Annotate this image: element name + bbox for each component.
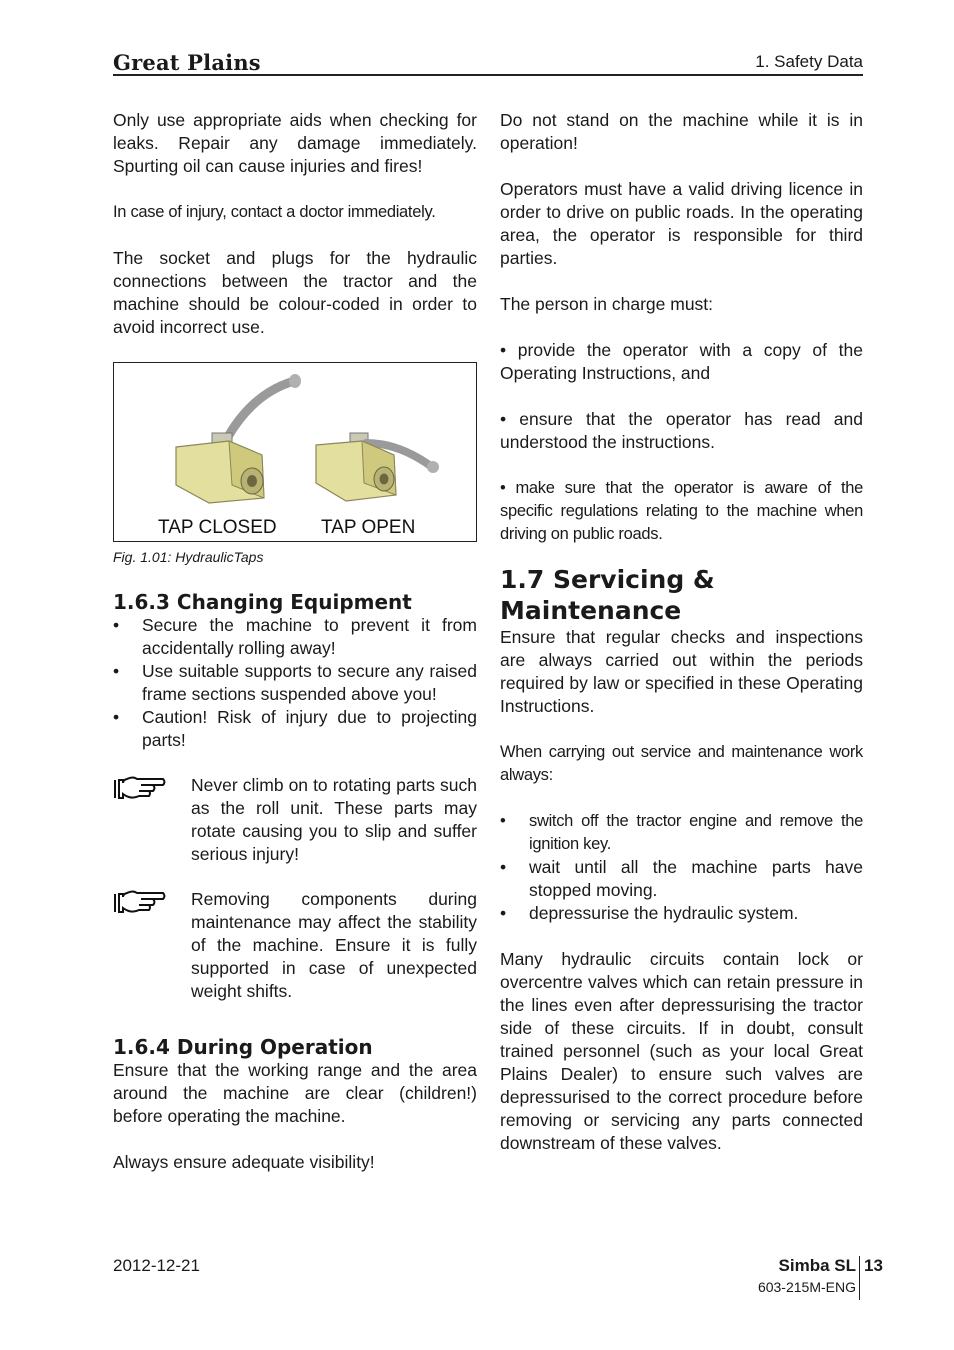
maintenance-steps-list — [500, 810, 863, 925]
note-block — [113, 888, 477, 1003]
section-heading-during-operation: 1.6.4 During Operation — [113, 1035, 373, 1059]
paragraph: The person in charge must: — [500, 294, 714, 314]
figure-caption: Fig. 1.01: HydraulicTaps — [113, 549, 264, 565]
paragraph: Always ensure adequate visibility! — [113, 1152, 375, 1172]
tap-closed-label: TAP CLOSED — [158, 517, 277, 538]
pointing-hand-icon — [113, 774, 191, 866]
list-item: • wait until all the machine parts have stopped moving. — [500, 856, 863, 902]
header-divider — [113, 74, 863, 76]
section-heading-changing-equipment: 1.6.3 Changing Equipment — [113, 590, 412, 614]
paragraph: Ensure that regular checks and inspections are always carried out within the periods required by law or specified in these Operating Instructions. — [500, 627, 863, 716]
paragraph: In case of injury, contact a doctor immediately. — [113, 203, 436, 221]
left-column — [113, 109, 477, 1174]
section-heading-servicing-maintenance: 1.7 Servicing & Maintenance — [500, 565, 715, 625]
paragraph: Only use appropriate aids when checking for leaks. Repair any damage immediately. Spurting oil can cause injuries and fires! — [113, 110, 477, 176]
hydraulic-taps-figure — [113, 362, 477, 542]
list-item: • Use suitable supports to secure any raised frame sections suspended above you! — [113, 660, 477, 706]
paragraph: The socket and plugs for the hydraulic connections between the tractor and the machine should be colour-coded in order to avoid incorrect use. — [113, 248, 477, 337]
tap-open-image — [316, 433, 439, 501]
document-code: 603-215M-ENG — [757, 1279, 856, 1295]
paragraph: When carrying out service and maintenance work always: — [500, 743, 863, 784]
right-column — [500, 109, 863, 1155]
paragraph: • make sure that the operator is aware of the specific regulations relating to the machine when driving on public roads. — [500, 479, 863, 543]
paragraph: Many hydraulic circuits contain lock or overcentre valves which can retain pressure in the lines even after depressurising the tractor side of these circuits. If in doubt, consult trained personnel (such as your local Great Plains Dealer) to ensure such valves are depressurised to the correct procedure before removing or servicing any parts connected downstream of these valves. — [500, 949, 863, 1153]
footer-date: 2012-12-21 — [113, 1256, 200, 1275]
paragraph: Ensure that the working range and the area around the machine are clear (children!) before operating the machine. — [113, 1060, 477, 1126]
footer-divider — [859, 1256, 860, 1300]
brand-logo: Great Plains — [113, 50, 261, 75]
list-item: • Secure the machine to prevent it from accidentally rolling away! — [113, 614, 477, 660]
paragraph: • ensure that the operator has read and understood the instructions. — [500, 409, 863, 452]
section-label: 1. Safety Data — [755, 52, 863, 71]
list-item: • switch off the tractor engine and remove the ignition key. — [500, 810, 863, 856]
paragraph: Do not stand on the machine while it is in operation! — [500, 110, 863, 153]
paragraph: • provide the operator with a copy of the Operating Instructions, and — [500, 340, 863, 383]
footer-model: Simba SL — [778, 1256, 856, 1275]
note-text: Removing components during maintenance may affect the stability of the machine. Ensure it is fully supported in case of unexpected weight shifts. — [191, 889, 477, 1001]
tap-open-label: TAP OPEN — [321, 517, 416, 538]
hydraulic-taps-illustration — [114, 363, 476, 541]
list-item: • Caution! Risk of injury due to projecting parts! — [113, 706, 477, 752]
changing-equipment-list — [113, 614, 477, 752]
note-text: Never climb on to rotating parts such as the roll unit. These parts may rotate causing you to slip and suffer serious injury! — [191, 775, 477, 864]
pointing-hand-icon — [113, 888, 191, 1003]
note-block — [113, 774, 477, 866]
paragraph: Operators must have a valid driving licence in order to drive on public roads. In the operating area, the operator is responsible for third parties. — [500, 179, 863, 268]
page-number: 13 — [864, 1256, 883, 1275]
tap-closed-image — [176, 374, 301, 503]
list-item: • depressurise the hydraulic system. — [500, 902, 863, 925]
